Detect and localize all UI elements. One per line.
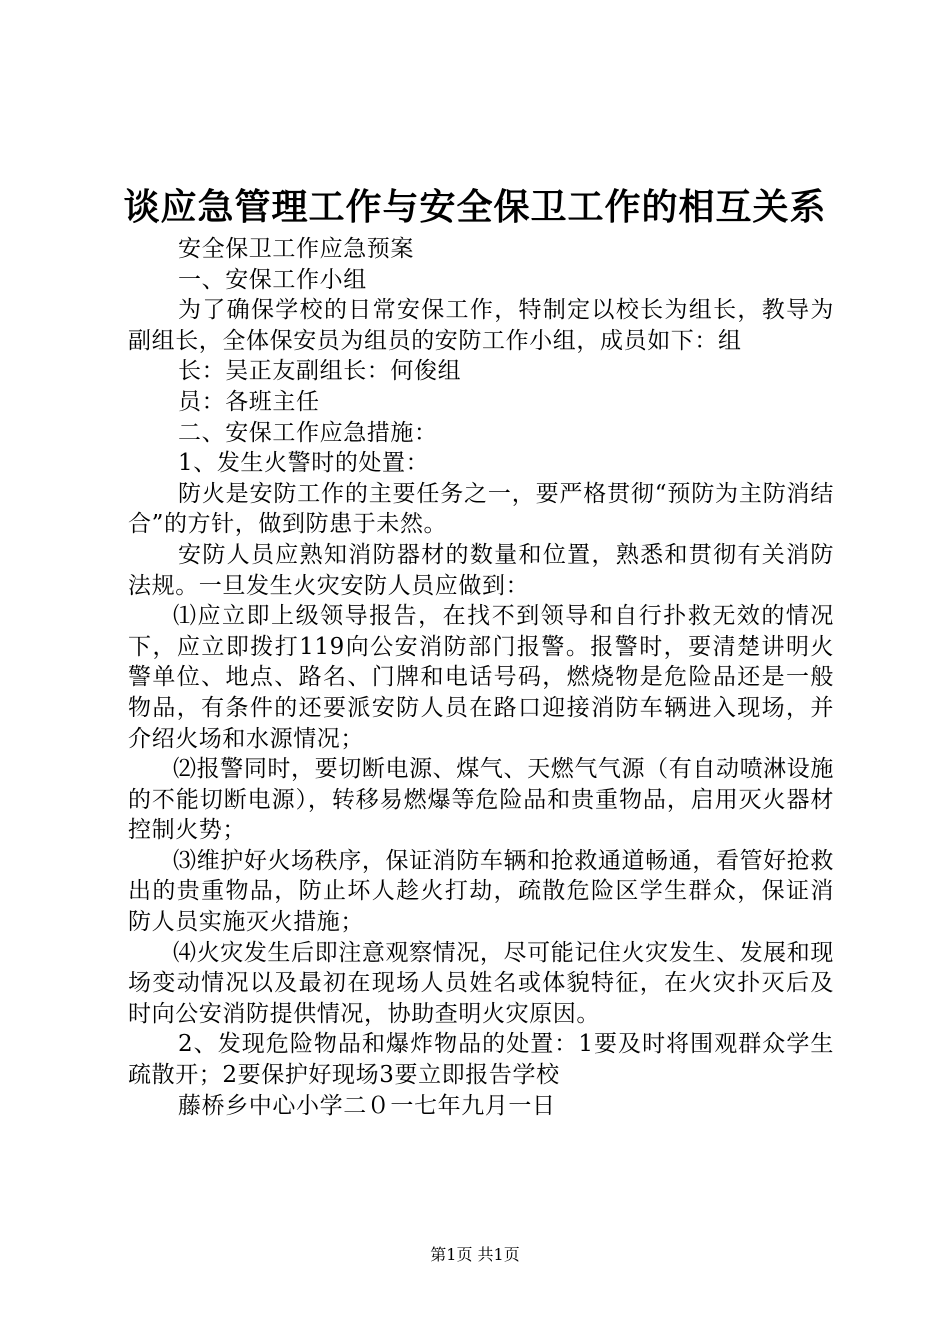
paragraph-fire-step-2: ⑵报警同时，要切断电源、煤气、天燃气气源（有自动喷淋设施的不能切断电源），转移易燃爆等危险品和贵重物品，启用灭火器材控制火势； xyxy=(128,756,834,844)
document-body xyxy=(128,234,834,1121)
paragraph-section-1-heading: 一、安保工作小组 xyxy=(178,266,367,293)
paragraph-hazard-handling: 2、发现危险物品和爆炸物品的处置：1要及时将围观群众学生疏散开；2要保护好现场3要立即报告学校 xyxy=(128,1031,834,1089)
paragraph-team-intro: 为了确保学校的日常安保工作，特制定以校长为组长，教导为副组长，全体保安员为组员的安防工作小组，成员如下：组 xyxy=(128,297,834,354)
page-footer: 第1页 共1页 xyxy=(430,1245,520,1264)
paragraph-signature-date: 藤桥乡中心小学二０一七年九月一日 xyxy=(178,1092,556,1119)
paragraph-team-leaders: 长：吴正友副组长：何俊组 xyxy=(178,358,462,385)
paragraph-fire-knowledge: 安防人员应熟知消防器材的数量和位置，熟悉和贯彻有关消防法规。一旦发生火灾安防人员应做到： xyxy=(128,541,834,599)
paragraph-fire-step-3: ⑶维护好火场秩序，保证消防车辆和抢救通道畅通，看管好抢救出的贵重物品，防止坏人趁火打劫，疏散危险区学生群众，保证消防人员实施灭火措施； xyxy=(128,847,834,936)
paragraph-fire-policy: 防火是安防工作的主要任务之一，要严格贯彻“预防为主防消结合”的方针，做到防患于未然。 xyxy=(128,480,834,538)
paragraph-fire-step-1: ⑴应立即上级领导报告，在找不到领导和自行扑救无效的情况下，应立即拨打119向公安消防部门报警。报警时，要清楚讲明火警单位、地点、路名、门牌和电话号码，燃烧物是危险品还是一般物品，有条件的还要派安防人员在路口迎接消防车辆进入现场，并介绍火场和水源情况； xyxy=(128,603,834,752)
paragraph-team-members: 员：各班主任 xyxy=(178,388,320,415)
paragraph-plan-title: 安全保卫工作应急预案 xyxy=(178,236,414,262)
paragraph-fire-step-4: ⑷火灾发生后即注意观察情况，尽可能记住火灾发生、发展和现场变动情况以及最初在现场人员姓名或体貌特征，在火灾扑灭后及时向公安消防提供情况，协助查明火灾原因。 xyxy=(128,939,834,1027)
document-title: 谈应急管理工作与安全保卫工作的相互关系 xyxy=(123,186,827,228)
paragraph-section-2-heading: 二、安保工作应急措施： xyxy=(178,419,438,446)
paragraph-fire-heading: 1、发生火警时的处置： xyxy=(178,450,430,477)
